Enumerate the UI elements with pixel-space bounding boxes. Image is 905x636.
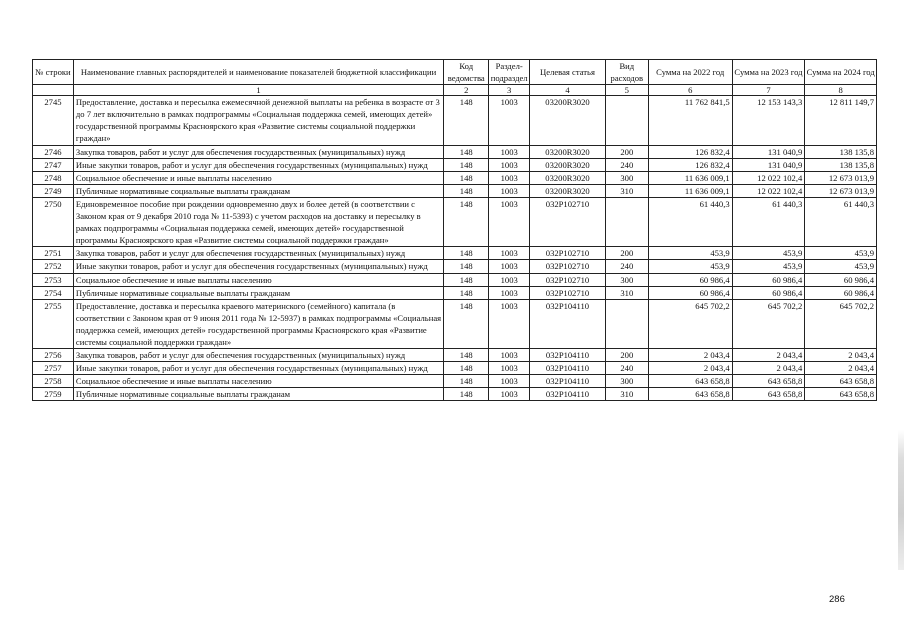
expense-type-cell: [605, 197, 648, 246]
section-cell: 1003: [489, 388, 530, 401]
department-code-cell: 148: [444, 96, 489, 145]
sum-2022-cell: 126 832,4: [648, 158, 732, 171]
sum-2024-cell: 12 811 149,7: [805, 96, 877, 145]
target-article-cell: 032Р104110: [530, 388, 606, 401]
target-article-cell: 032Р104110: [530, 375, 606, 388]
sum-2023-cell: 61 440,3: [732, 197, 805, 246]
expense-type-cell: 240: [605, 158, 648, 171]
expense-type-cell: 200: [605, 349, 648, 362]
column-number: 1: [73, 85, 443, 96]
row-number-cell: 2756: [33, 349, 74, 362]
sum-2022-cell: 643 658,8: [648, 388, 732, 401]
sum-2024-cell: 60 986,4: [805, 286, 877, 299]
target-article-cell: 032Р102710: [530, 197, 606, 246]
column-number: [33, 85, 74, 96]
table-row: [33, 96, 877, 145]
section-cell: 1003: [489, 349, 530, 362]
department-code-cell: 148: [444, 171, 489, 184]
department-code-cell: 148: [444, 247, 489, 260]
section-cell: 1003: [489, 184, 530, 197]
sum-2022-cell: 60 986,4: [648, 286, 732, 299]
row-number-cell: 2749: [33, 184, 74, 197]
row-number-cell: 2751: [33, 247, 74, 260]
header-row: [33, 60, 877, 85]
page-number: 286: [829, 594, 845, 605]
name-cell: Публичные нормативные социальные выплаты гражданам: [73, 184, 443, 197]
department-code-cell: 148: [444, 362, 489, 375]
sum-2024-cell: 2 043,4: [805, 362, 877, 375]
sum-2023-cell: 2 043,4: [732, 349, 805, 362]
header-name: Наименование главных распорядителей и наименование показателей бюджетной классификации: [73, 60, 443, 85]
table-row: [33, 171, 877, 184]
name-cell: Социальное обеспечение и иные выплаты населению: [73, 375, 443, 388]
column-number-row: [33, 85, 877, 96]
sum-2022-cell: 11 636 009,1: [648, 184, 732, 197]
table-row: [33, 273, 877, 286]
header-sum-2023: Сумма на 2023 год: [732, 60, 805, 85]
department-code-cell: 148: [444, 260, 489, 273]
sum-2024-cell: 2 043,4: [805, 349, 877, 362]
table-row: [33, 260, 877, 273]
table-body: [33, 96, 877, 401]
name-cell: Единовременное пособие при рождении одновременно двух и более детей (в соответствии с Законом края от 9 декабря 2010 года № 11-5393) с учетом расходов на доставку и пересылку в рамках подпрограммы «Социальная поддержка семей, имеющих детей» государственной программы Красноярского края «Развитие системы социальной поддержки граждан»: [73, 197, 443, 246]
name-cell: Публичные нормативные социальные выплаты гражданам: [73, 286, 443, 299]
sum-2023-cell: 12 022 102,4: [732, 184, 805, 197]
sum-2024-cell: 138 135,8: [805, 158, 877, 171]
target-article-cell: 032Р104110: [530, 362, 606, 375]
expense-type-cell: 300: [605, 273, 648, 286]
table-row: [33, 197, 877, 246]
section-cell: 1003: [489, 158, 530, 171]
name-cell: Предоставление, доставка и пересылка ежемесячной денежной выплаты на ребенка в возрасте от 3 до 7 лет включительно в рамках подпрограммы «Социальная поддержка семей, имеющих детей» государственной программы Красноярского края «Развитие системы социальной поддержки граждан»: [73, 96, 443, 145]
table-row: [33, 349, 877, 362]
header-target-article: Целевая статья: [530, 60, 606, 85]
header-department-code: Код ведомства: [444, 60, 489, 85]
name-cell: Иные закупки товаров, работ и услуг для обеспечения государственных (муниципальных) нужд: [73, 158, 443, 171]
name-cell: Закупка товаров, работ и услуг для обеспечения государственных (муниципальных) нужд: [73, 247, 443, 260]
name-cell: Социальное обеспечение и иные выплаты населению: [73, 171, 443, 184]
column-number: 4: [530, 85, 606, 96]
sum-2024-cell: 61 440,3: [805, 197, 877, 246]
header-row-number: № строки: [33, 60, 74, 85]
sum-2023-cell: 2 043,4: [732, 362, 805, 375]
target-article-cell: 03200R3020: [530, 184, 606, 197]
header-sum-2022: Сумма на 2022 год: [648, 60, 732, 85]
column-number: 2: [444, 85, 489, 96]
table-row: [33, 158, 877, 171]
target-article-cell: 03200R3020: [530, 96, 606, 145]
row-number-cell: 2757: [33, 362, 74, 375]
sum-2022-cell: 453,9: [648, 260, 732, 273]
expense-type-cell: 310: [605, 388, 648, 401]
row-number-cell: 2750: [33, 197, 74, 246]
sum-2022-cell: 60 986,4: [648, 273, 732, 286]
row-number-cell: 2755: [33, 299, 74, 348]
section-cell: 1003: [489, 273, 530, 286]
target-article-cell: 03200R3020: [530, 145, 606, 158]
sum-2022-cell: 61 440,3: [648, 197, 732, 246]
department-code-cell: 148: [444, 388, 489, 401]
department-code-cell: 148: [444, 349, 489, 362]
row-number-cell: 2759: [33, 388, 74, 401]
expense-type-cell: 200: [605, 145, 648, 158]
sum-2022-cell: 126 832,4: [648, 145, 732, 158]
sum-2022-cell: 643 658,8: [648, 375, 732, 388]
sum-2023-cell: 12 022 102,4: [732, 171, 805, 184]
sum-2022-cell: 645 702,2: [648, 299, 732, 348]
expense-type-cell: 240: [605, 260, 648, 273]
header-sum-2024: Сумма на 2024 год: [805, 60, 877, 85]
name-cell: Иные закупки товаров, работ и услуг для обеспечения государственных (муниципальных) нужд: [73, 260, 443, 273]
row-number-cell: 2753: [33, 273, 74, 286]
expense-type-cell: [605, 299, 648, 348]
sum-2024-cell: 138 135,8: [805, 145, 877, 158]
column-number: 6: [648, 85, 732, 96]
header-expense-type: Вид расходов: [605, 60, 648, 85]
section-cell: 1003: [489, 260, 530, 273]
sum-2022-cell: 453,9: [648, 247, 732, 260]
section-cell: 1003: [489, 375, 530, 388]
sum-2023-cell: 643 658,8: [732, 375, 805, 388]
name-cell: Иные закупки товаров, работ и услуг для обеспечения государственных (муниципальных) нужд: [73, 362, 443, 375]
row-number-cell: 2752: [33, 260, 74, 273]
sum-2022-cell: 11 636 009,1: [648, 171, 732, 184]
sum-2023-cell: 643 658,8: [732, 388, 805, 401]
department-code-cell: 148: [444, 299, 489, 348]
row-number-cell: 2745: [33, 96, 74, 145]
table-row: [33, 362, 877, 375]
column-number: 8: [805, 85, 877, 96]
sum-2024-cell: 60 986,4: [805, 273, 877, 286]
department-code-cell: 148: [444, 197, 489, 246]
table-row: [33, 247, 877, 260]
name-cell: Закупка товаров, работ и услуг для обеспечения государственных (муниципальных) нужд: [73, 349, 443, 362]
name-cell: Предоставление, доставка и пересылка краевого материнского (семейного) капитала (в соответствии с Законом края от 9 июня 2011 года № 12-5937) в рамках подпрограммы «Социальная поддержка семей, имеющих детей» государственной программы Красноярского края «Развитие системы социальной поддержки граждан»: [73, 299, 443, 348]
table-row: [33, 388, 877, 401]
name-cell: Социальное обеспечение и иные выплаты населению: [73, 273, 443, 286]
department-code-cell: 148: [444, 158, 489, 171]
column-number: 3: [489, 85, 530, 96]
row-number-cell: 2746: [33, 145, 74, 158]
department-code-cell: 148: [444, 184, 489, 197]
expense-type-cell: 200: [605, 247, 648, 260]
sum-2024-cell: 12 673 013,9: [805, 171, 877, 184]
sum-2023-cell: 645 702,2: [732, 299, 805, 348]
target-article-cell: 032Р102710: [530, 286, 606, 299]
expense-type-cell: 300: [605, 375, 648, 388]
target-article-cell: 032Р102710: [530, 273, 606, 286]
section-cell: 1003: [489, 171, 530, 184]
table-row: [33, 184, 877, 197]
sum-2022-cell: 2 043,4: [648, 362, 732, 375]
department-code-cell: 148: [444, 375, 489, 388]
row-number-cell: 2754: [33, 286, 74, 299]
section-cell: 1003: [489, 145, 530, 158]
scan-edge-shadow: [898, 430, 904, 570]
target-article-cell: 032Р104110: [530, 349, 606, 362]
sum-2022-cell: 11 762 841,5: [648, 96, 732, 145]
sum-2023-cell: 131 040,9: [732, 158, 805, 171]
section-cell: 1003: [489, 96, 530, 145]
target-article-cell: 032Р102710: [530, 247, 606, 260]
sum-2024-cell: 645 702,2: [805, 299, 877, 348]
expense-type-cell: 310: [605, 184, 648, 197]
section-cell: 1003: [489, 286, 530, 299]
row-number-cell: 2758: [33, 375, 74, 388]
expense-type-cell: 240: [605, 362, 648, 375]
sum-2024-cell: 453,9: [805, 260, 877, 273]
table-row: [33, 299, 877, 348]
sum-2023-cell: 12 153 143,3: [732, 96, 805, 145]
target-article-cell: 03200R3020: [530, 158, 606, 171]
row-number-cell: 2747: [33, 158, 74, 171]
table-row: [33, 286, 877, 299]
column-number: 5: [605, 85, 648, 96]
sum-2023-cell: 131 040,9: [732, 145, 805, 158]
sum-2024-cell: 453,9: [805, 247, 877, 260]
table-row: [33, 145, 877, 158]
name-cell: Публичные нормативные социальные выплаты гражданам: [73, 388, 443, 401]
sum-2023-cell: 453,9: [732, 247, 805, 260]
sum-2023-cell: 453,9: [732, 260, 805, 273]
row-number-cell: 2748: [33, 171, 74, 184]
name-cell: Закупка товаров, работ и услуг для обеспечения государственных (муниципальных) нужд: [73, 145, 443, 158]
expense-type-cell: 310: [605, 286, 648, 299]
department-code-cell: 148: [444, 273, 489, 286]
expense-type-cell: 300: [605, 171, 648, 184]
department-code-cell: 148: [444, 145, 489, 158]
department-code-cell: 148: [444, 286, 489, 299]
section-cell: 1003: [489, 299, 530, 348]
sum-2024-cell: 643 658,8: [805, 375, 877, 388]
budget-table: [32, 59, 877, 401]
table-row: [33, 375, 877, 388]
column-number: 7: [732, 85, 805, 96]
expense-type-cell: [605, 96, 648, 145]
section-cell: 1003: [489, 197, 530, 246]
sum-2023-cell: 60 986,4: [732, 286, 805, 299]
target-article-cell: 03200R3020: [530, 171, 606, 184]
section-cell: 1003: [489, 247, 530, 260]
budget-table-container: [32, 59, 877, 401]
sum-2024-cell: 12 673 013,9: [805, 184, 877, 197]
sum-2022-cell: 2 043,4: [648, 349, 732, 362]
header-section: Раздел-подраздел: [489, 60, 530, 85]
target-article-cell: 032Р102710: [530, 260, 606, 273]
sum-2023-cell: 60 986,4: [732, 273, 805, 286]
target-article-cell: 032Р104110: [530, 299, 606, 348]
sum-2024-cell: 643 658,8: [805, 388, 877, 401]
section-cell: 1003: [489, 362, 530, 375]
